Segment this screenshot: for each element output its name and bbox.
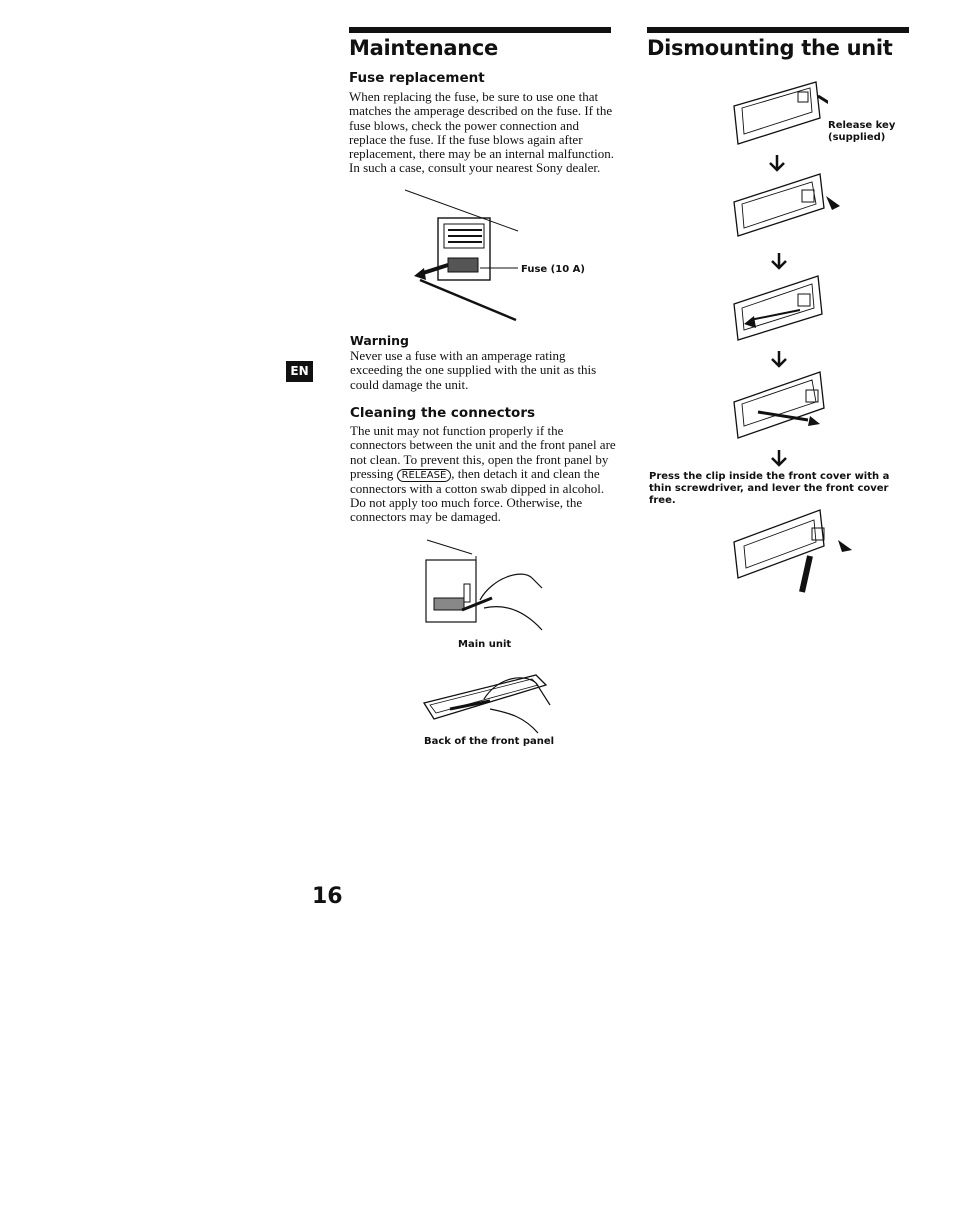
dismounting-title-rule bbox=[647, 27, 909, 33]
fuse-text: When replacing the fuse, be sure to use one that matches the amperage described on the fuse. If the fuse blows, check the power connection and replace the fuse. If the fuse blows again after replacement, there may be an internal malfunction. In such a case, consult your nearest Sony dealer. bbox=[349, 89, 614, 176]
main-unit-illustration bbox=[422, 538, 552, 638]
fuse-heading: Fuse replacement bbox=[349, 70, 485, 86]
release-key-symbol: RELEASE bbox=[397, 469, 452, 482]
dismount-step1-illustration bbox=[728, 76, 828, 148]
cleaning-heading: Cleaning the connectors bbox=[350, 405, 536, 421]
caption-back-panel: Back of the front panel bbox=[424, 736, 555, 747]
warning-heading: Warning bbox=[350, 333, 409, 348]
release-key-label: Release key (supplied) bbox=[828, 120, 896, 143]
dismounting-title: Dismounting the unit bbox=[647, 36, 893, 60]
down-arrow-icon bbox=[770, 449, 788, 467]
cleaning-text-part2: , then detach it and clean the connectors with a cotton swab dipped in alcohol. Do not apply too much force. Otherwise, the connectors may be damaged. bbox=[350, 465, 605, 525]
language-badge: EN bbox=[286, 361, 313, 382]
front-panel-back-illustration bbox=[420, 665, 560, 737]
warning-text: Never use a fuse with an amperage rating exceeding the one supplied with the unit as this could damage the unit. bbox=[350, 348, 597, 392]
fuse-illustration bbox=[400, 188, 530, 323]
caption-main-unit: Main unit bbox=[458, 639, 512, 650]
dismount-step4-illustration bbox=[728, 362, 838, 440]
cleaning-text bbox=[350, 424, 616, 525]
dismount-instruction: Press the clip inside the front cover with a thin screwdriver, and lever the front cover free. bbox=[649, 471, 890, 506]
fuse-figure-label: Fuse (10 A) bbox=[521, 264, 585, 275]
dismount-step2-illustration bbox=[728, 168, 848, 240]
maintenance-title: Maintenance bbox=[349, 36, 498, 60]
cleaning-text-part1: The unit may not function properly if the connectors between the unit and the front panel are not clean. To prevent this, open the front panel by pressing bbox=[350, 423, 616, 481]
dismount-step5-illustration bbox=[728, 506, 868, 596]
dismount-step3-illustration bbox=[730, 268, 830, 344]
page-number: 16 bbox=[312, 884, 343, 909]
maintenance-title-rule bbox=[349, 27, 611, 33]
